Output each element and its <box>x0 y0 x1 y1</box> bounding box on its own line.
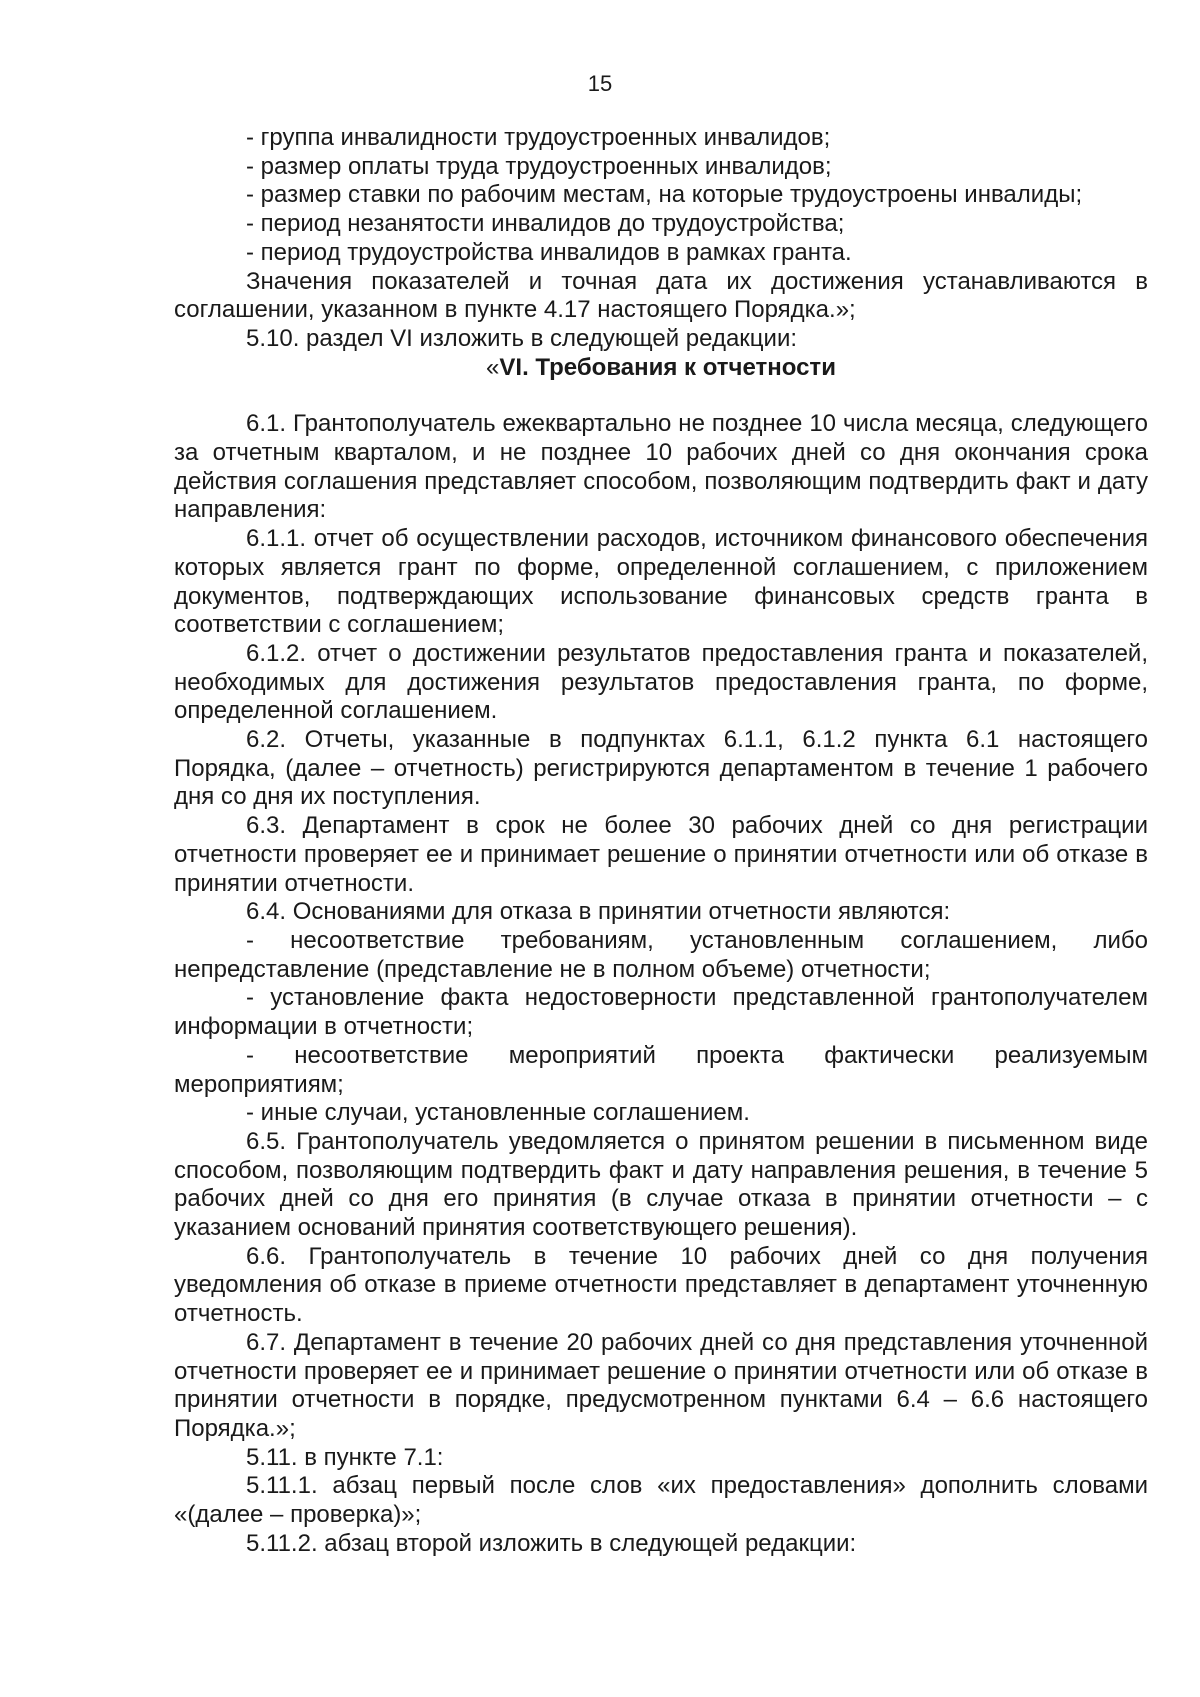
paragraph-6-1-1: 6.1.1. отчет об осуществлении расходов, источником финансового обеспечения которых является грант по форме, определенной соглашением, с приложением документов, подтверждающих использование финансовых средств гранта в соответствии с соглашением; <box>174 525 1148 639</box>
paragraph-6-1: 6.1. Грантополучатель ежеквартально не позднее 10 числа месяца, следующего за отчетным кварталом, и не позднее 10 рабочих дней со дня окончания срока действия соглашения представляет способом, позволяющим подтвердить факт и дату направления: <box>174 410 1148 524</box>
paragraph-indicator-values: Значения показателей и точная дата их достижения устанавливаются в соглашении, указанном в пункте 4.17 настоящего Порядка.»; <box>174 267 1148 324</box>
paragraph-6-6: 6.6. Грантополучатель в течение 10 рабочих дней со дня получения уведомления об отказе в приеме отчетности представляет в департамент уточненную отчетность. <box>174 1242 1148 1328</box>
paragraph-5-11-1: 5.11.1. абзац первый после слов «их предоставления» дополнить словами «(далее – проверка)»; <box>174 1472 1148 1529</box>
bullet-other-cases: - иные случаи, установленные соглашением. <box>246 1099 750 1127</box>
heading-text: VI. Требования к отчетности <box>499 353 836 381</box>
paragraph-5-10: 5.10. раздел VI изложить в следующей редакции: <box>246 324 798 352</box>
bullet-disability-group: - группа инвалидности трудоустроенных инвалидов; <box>246 124 831 151</box>
bullet-noncompliance: - несоответствие требованиям, установленным соглашением, либо непредставление (представление не в полном объеме) отчетности; <box>174 926 1148 983</box>
page-number: 15 <box>587 71 613 96</box>
document-body <box>174 124 1148 1558</box>
paragraph-6-3: 6.3. Департамент в срок не более 30 рабочих дней со дня регистрации отчетности проверяет ее и принимает решение о принятии отчетности или об отказе в принятии отчетности. <box>174 812 1148 897</box>
paragraph-6-4: 6.4. Основаниями для отказа в принятии отчетности являются: <box>246 898 951 926</box>
paragraph-6-5: 6.5. Грантополучатель уведомляется о принятом решении в письменном виде способом, позволяющим подтвердить факт и дату направления решения, в течение 5 рабочих дней со дня его принятия (в случае отказа в принятии отчетности – с указанием оснований принятия соответствующего решения). <box>174 1127 1148 1242</box>
bullet-unreliable-info: - установление факта недостоверности представленной грантополучателем информации в отчетности; <box>174 984 1148 1041</box>
heading-open-quote: « <box>486 353 500 381</box>
paragraph-6-2: 6.2. Отчеты, указанные в подпунктах 6.1.1, 6.1.2 пункта 6.1 настоящего Порядка, (далее – отчетность) регистрируются департаментом в течение 1 рабочего дня со дня их поступления. <box>174 726 1148 811</box>
paragraph-6-7: 6.7. Департамент в течение 20 рабочих дней со дня представления уточненной отчетности проверяет ее и принимает решение о принятии отчетности или об отказе в принятии отчетности в порядке, предусмотренном пунктами 6.4 – 6.6 настоящего Порядка.»; <box>174 1328 1148 1442</box>
bullet-project-mismatch: - несоответствие мероприятий проекта фактически реализуемым мероприятиям; <box>174 1041 1148 1098</box>
bullet-pay-size: - размер оплаты труда трудоустроенных инвалидов; <box>246 152 832 180</box>
paragraph-5-11: 5.11. в пункте 7.1: <box>246 1443 444 1471</box>
paragraph-5-11-2: 5.11.2. абзац второй изложить в следующей редакции: <box>246 1529 857 1557</box>
bullet-rate-size: - размер ставки по рабочим местам, на которые трудоустроены инвалиды; <box>246 181 1083 209</box>
section-heading <box>174 354 1148 411</box>
bullet-employment-period: - период трудоустройства инвалидов в рамках гранта. <box>246 238 852 266</box>
paragraph-6-1-2: 6.1.2. отчет о достижении результатов предоставления гранта и показателей, необходимых для достижения результатов предоставления гранта, по форме, определенной соглашением. <box>174 639 1148 725</box>
bullet-unemployment-period: - период незанятости инвалидов до трудоустройства; <box>246 210 845 238</box>
